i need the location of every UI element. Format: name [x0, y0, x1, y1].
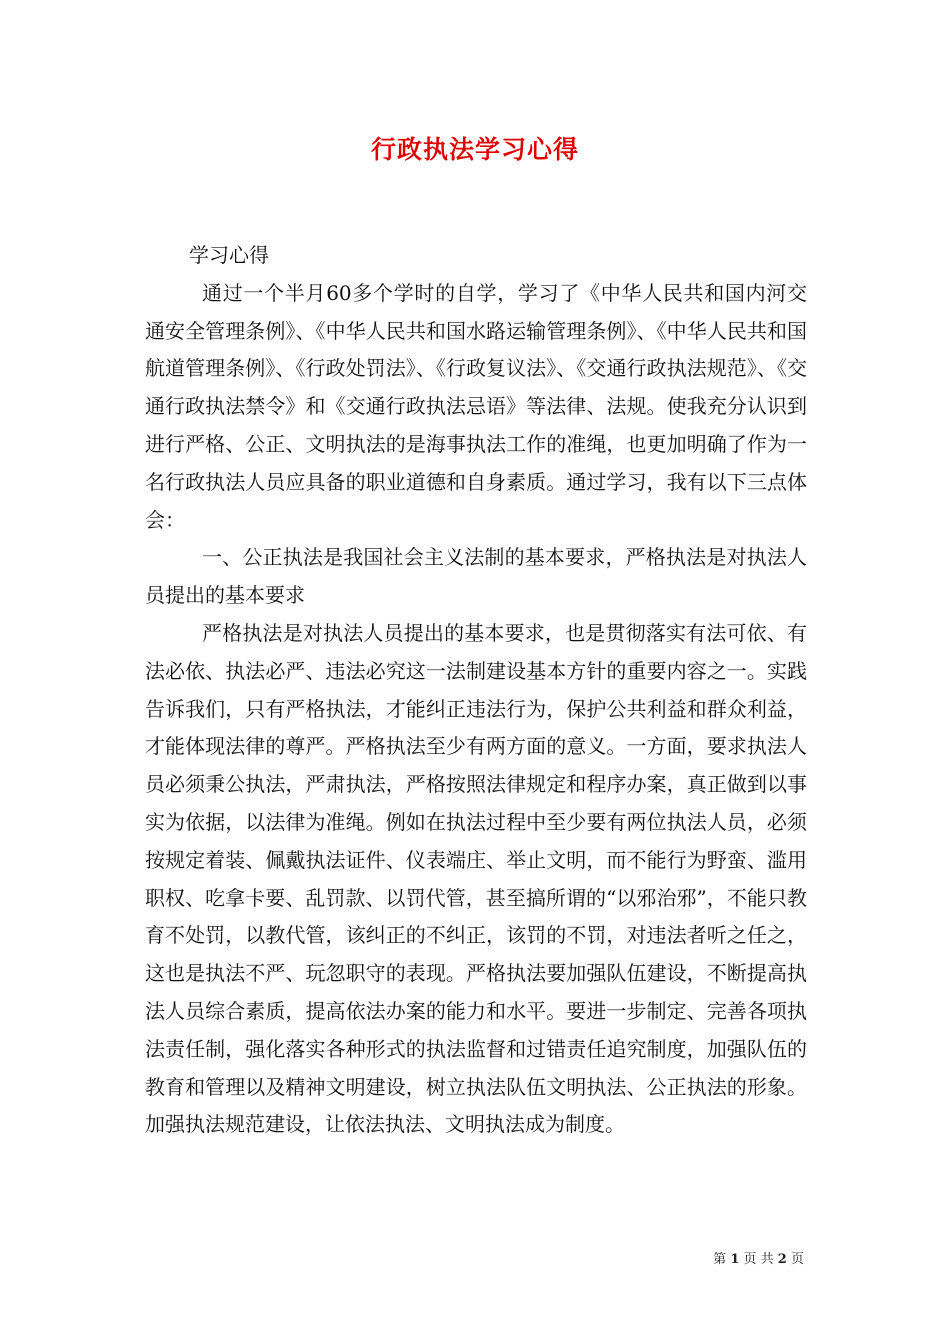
- paragraph-intro: 通过一个半月60多个学时的自学，学习了《中华人民共和国内河交通安全管理条例》、《中华人民共和国水路运输管理条例》、《中华人民共和国航道管理条例》、《行政处罚法》、《行政复议法》、《交通行政执法规范》、《交通行政执法禁令》和《交通行政执法忌语》等法律、法规。使我充分认识到进行严格、公正、文明执法的是海事执法工作的准绳，也更加明确了作为一名行政执法人员应具备的职业道德和自身素质。通过学习，我有以下三点体会：: [145, 280, 807, 532]
- page-number-footer: [713, 1248, 804, 1267]
- paragraph-heading-one: 一、公正执法是我国社会主义法制的基本要求，严格执法是对执法人员提出的基本要求: [145, 545, 807, 608]
- footer-current-page: 1: [730, 1252, 740, 1267]
- section-label: 学习心得: [189, 243, 269, 267]
- footer-middle: 页 共: [743, 1252, 774, 1267]
- document-title: 行政执法学习心得: [370, 135, 579, 164]
- footer-suffix: 页: [790, 1252, 804, 1267]
- paragraph-strict-enforcement: 严格执法是对执法人员提出的基本要求，也是贯彻落实有法可依、有法必依、执法必严、违法必究这一法制建设基本方针的重要内容之一。实践告诉我们，只有严格执法，才能纠正违法行为，保护公共利益和群众利益，才能体现法律的尊严。严格执法至少有两方面的意义。一方面，要求执法人员必须秉公执法，严肃执法，严格按照法律规定和程序办案，真正做到以事实为依据，以法律为准绳。例如在执法过程中至少要有两位执法人员，必须按规定着装、佩戴执法证件、仪表端庄、举止文明，而不能行为野蛮、滥用职权、吃拿卡要、乱罚款、以罚代管，甚至搞所谓的“以邪治邪”，不能只教育不处罚，以教代管，该纠正的不纠正，该罚的不罚，对违法者听之任之，这也是执法不严、玩忽职守的表现。严格执法要加强队伍建设，不断提高执法人员综合素质，提高依法办案的能力和水平。要进一步制定、完善各项执法责任制，强化落实各种形式的执法监督和过错责任追究制度，加强队伍的教育和管理以及精神文明建设，树立执法队伍文明执法、公正执法的形象。加强执法规范建设，让依法执法、文明执法成为制度。: [145, 620, 807, 1137]
- document-body: [145, 237, 807, 1144]
- footer-total-pages: 2: [777, 1252, 787, 1267]
- footer-prefix: 第: [713, 1252, 727, 1267]
